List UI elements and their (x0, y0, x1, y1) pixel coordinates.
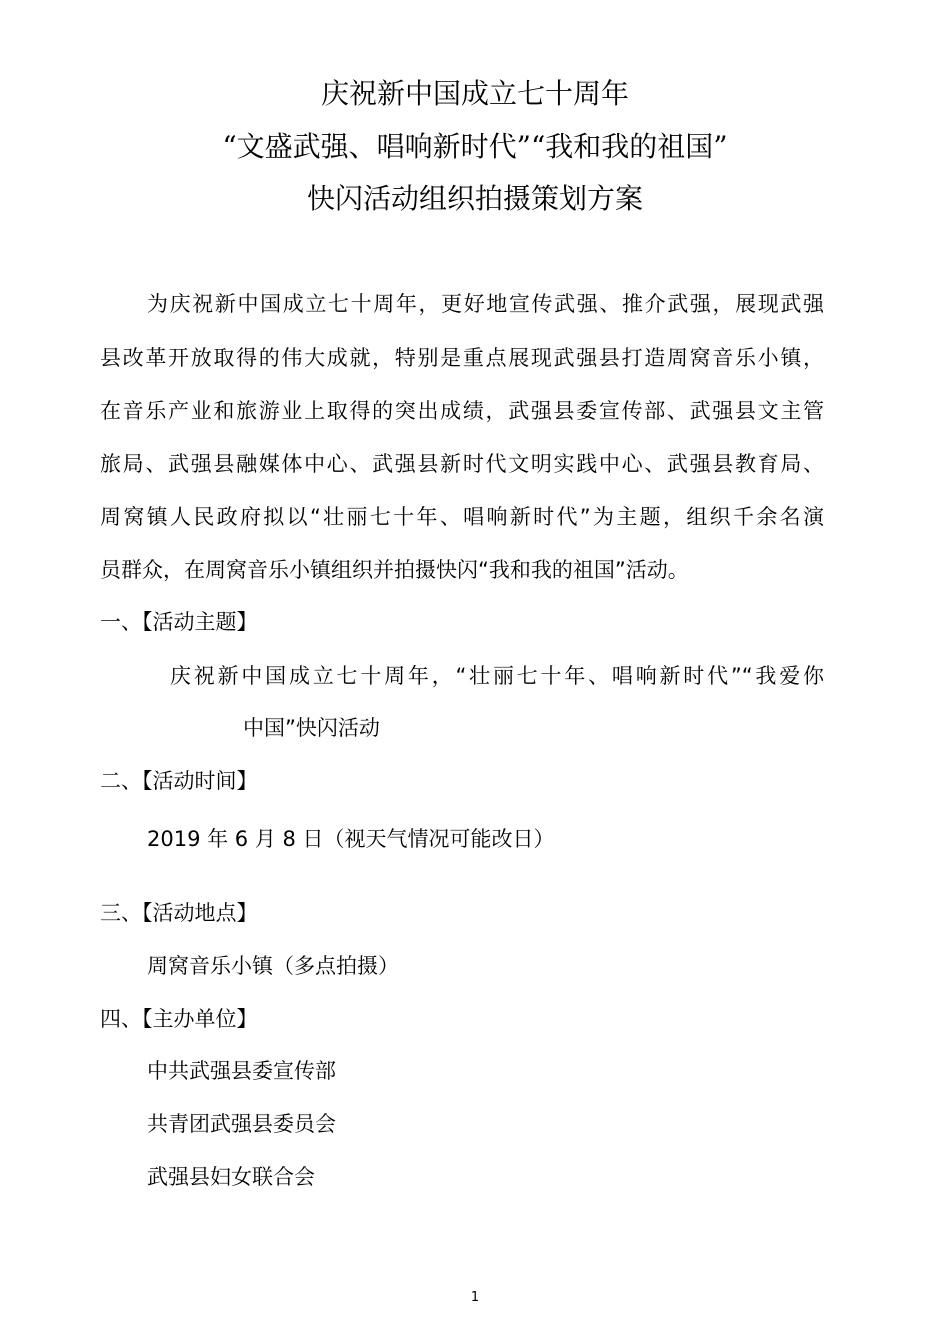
place-value: 周窝音乐小镇（多点拍摄） (147, 954, 399, 978)
organizer-item: 武强县妇女联合会 (147, 1165, 315, 1189)
intro-line-1: 为庆祝新中国成立七十周年，更好地宣传武强、推介武强，展现武强 (147, 292, 824, 316)
page-number: 1 (470, 1290, 480, 1305)
theme-text-line-1: 庆祝新中国成立七十周年，“壮丽七十年、唱响新时代”“我爱你 (170, 664, 824, 688)
intro-line-4: 旅局、武强县融媒体中心、武强县新时代文明实践中心、武强县教育局、 (100, 452, 824, 476)
intro-line-5: 周窝镇人民政府拟以“壮丽七十年、唱响新时代”为主题，组织千余名演 (100, 505, 824, 529)
section-heading-organizers: 四、【主办单位】 (100, 1007, 258, 1031)
intro-line-3: 在音乐产业和旅游业上取得的突出成绩，武强县委宣传部、武强县文主管 (100, 399, 824, 423)
time-value: 2019 年 6 月 8 日（视天气情况可能改日） (147, 827, 555, 851)
section-heading-time: 二、【活动时间】 (100, 769, 258, 793)
title-line-1: 庆祝新中国成立七十周年 (320, 77, 629, 110)
section-heading-place: 三、【活动地点】 (100, 901, 258, 925)
organizer-item: 中共武强县委宣传部 (147, 1059, 336, 1083)
organizer-item: 共青团武强县委员会 (147, 1112, 336, 1136)
section-heading-theme: 一、【活动主题】 (100, 610, 258, 634)
title-line-2: “文盛武强、唱响新时代”“我和我的祖国” (222, 130, 728, 163)
title-line-3: 快闪活动组织拍摄策划方案 (306, 182, 643, 215)
intro-line-2: 县改革开放取得的伟大成就，特别是重点展现武强县打造周窝音乐小镇， (100, 346, 824, 370)
theme-text-line-2: 中国”快闪活动 (243, 716, 380, 740)
intro-line-6: 员群众，在周窝音乐小镇组织并拍摄快闪“我和我的祖国”活动。 (100, 558, 689, 582)
